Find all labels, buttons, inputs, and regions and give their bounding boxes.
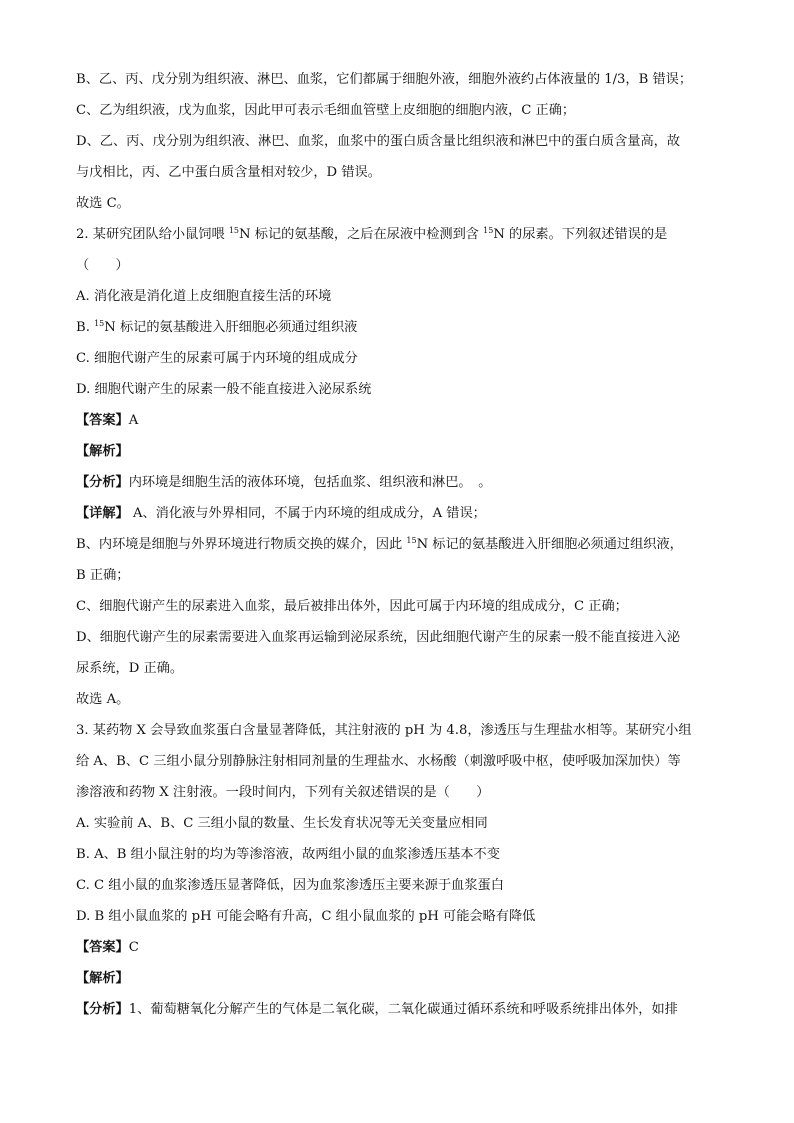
text-fragment: N 的尿素。下列叙述错误的是 xyxy=(493,227,668,242)
text-line: 故选 C。 xyxy=(76,196,130,211)
detail-tag: 【详解】 xyxy=(76,506,129,521)
answer-paren: （ ） xyxy=(76,258,129,273)
analysis-tag: 【分析】 xyxy=(76,475,129,490)
text-line: B、乙、丙、戊分别为组织液、淋巴、血浆，它们都属于细胞外液，细胞外液约占体液量的 1/3，B 错误； xyxy=(76,72,693,87)
isotope-superscript: 15 xyxy=(228,226,240,235)
analysis-tag: 【分析】 xyxy=(76,1002,129,1017)
option-d: D. 细胞代谢产生的尿素一般不能直接进入泌尿系统 xyxy=(76,382,372,397)
detail-line xyxy=(76,529,716,560)
text-line: 给 A、B、C 三组小鼠分别静脉注射相同剂量的生理盐水、水杨酸（刺激呼吸中枢，使呼吸加深加快）等 xyxy=(76,754,681,769)
text-fragment: A、消化液与外界相同，不属于内环境的组成成分，A 错误； xyxy=(128,506,486,521)
text-line: D、细胞代谢产生的尿素需要进入血浆再运输到泌尿系统，因此细胞代谢产生的尿素一般不能直接进入泌 xyxy=(76,630,681,645)
text-fragment: B. xyxy=(76,320,95,335)
selection-line: 故选 A。 xyxy=(76,692,130,707)
text-line: 与戊相比，丙、乙中蛋白质含量相对较少，D 错误。 xyxy=(76,165,381,180)
text-line: C、细胞代谢产生的尿素进入血浆，最后被排出体外，因此可属于内环境的组成成分，C 正确； xyxy=(76,599,628,614)
question-2-stem xyxy=(76,219,716,250)
option-a: A. 消化液是消化道上皮细胞直接生活的环境 xyxy=(76,289,332,304)
isotope-superscript: 15 xyxy=(483,226,494,235)
analysis-heading: 【解析】 xyxy=(76,444,129,459)
answer-value: A xyxy=(128,413,139,428)
text-fragment: N 标记的氨基酸进入肝细胞必须通过组织液， xyxy=(416,537,683,552)
text-fragment: N 标记的氨基酸进入肝细胞必须通过组织液 xyxy=(104,320,358,335)
text-fragment: B、内环境是细胞与外界环境进行物质交换的媒介，因此 xyxy=(76,537,407,552)
text-line: B 正确； xyxy=(76,568,130,583)
text-line: C、乙为组织液，戊为血浆，因此甲可表示毛细血管壁上皮细胞的细胞内液，C 正确； xyxy=(76,103,576,118)
text-fragment: N 标记的氨基酸，之后在尿液中检测到含 xyxy=(239,227,484,242)
detail-line xyxy=(76,498,716,529)
option-d: D. B 组小鼠血浆的 pH 可能会略有升高，C 组小鼠血浆的 pH 可能会略有降低 xyxy=(76,909,536,924)
text-fragment: 2. 某研究团队给小鼠饲喂 xyxy=(76,227,229,242)
isotope-superscript: 15 xyxy=(94,319,105,328)
answer-line xyxy=(76,932,716,963)
option-a: A. 实验前 A、B、C 三组小鼠的数量、生长发育状况等无关变量应相同 xyxy=(76,816,488,831)
question-3-stem: 3. 某药物 X 会导致血浆蛋白含量显著降低，其注射液的 pH 为 4.8，渗透压与生理盐水相等。某研究小组 xyxy=(76,723,692,738)
answer-line xyxy=(76,405,716,436)
text-fragment: 内环境是细胞生活的液体环境，包括血浆、组织液和淋巴。 。 xyxy=(128,475,492,490)
text-line: 渗溶液和药物 X 注射液。一段时间内，下列有关叙述错误的是（ ） xyxy=(76,785,490,800)
isotope-superscript: 15 xyxy=(406,536,417,545)
analysis-line xyxy=(76,467,716,498)
answer-tag: 【答案】 xyxy=(76,413,129,428)
option-b xyxy=(76,312,716,343)
answer-tag: 【答案】 xyxy=(76,940,129,955)
answer-value: C xyxy=(128,940,139,955)
option-b: B. A、B 组小鼠注射的均为等渗溶液，故两组小鼠的血浆渗透压基本不变 xyxy=(76,847,500,862)
document-body xyxy=(76,64,716,1025)
text-line: D、乙、丙、戊分别为组织液、淋巴、血浆，血浆中的蛋白质含量比组织液和淋巴中的蛋白质含量高，故 xyxy=(76,134,681,149)
analysis-line xyxy=(76,994,716,1025)
text-fragment: 1、葡萄糖氧化分解产生的气体是二氧化碳，二氧化碳通过循环系统和呼吸系统排出体外，如排 xyxy=(128,1002,678,1017)
analysis-heading: 【解析】 xyxy=(76,971,129,986)
option-c: C. 细胞代谢产生的尿素可属于内环境的组成成分 xyxy=(76,351,358,366)
text-line: 尿系统，D 正确。 xyxy=(76,661,184,676)
option-c: C. C 组小鼠的血浆渗透压显著降低，因为血浆渗透压主要来源于血浆蛋白 xyxy=(76,878,504,893)
